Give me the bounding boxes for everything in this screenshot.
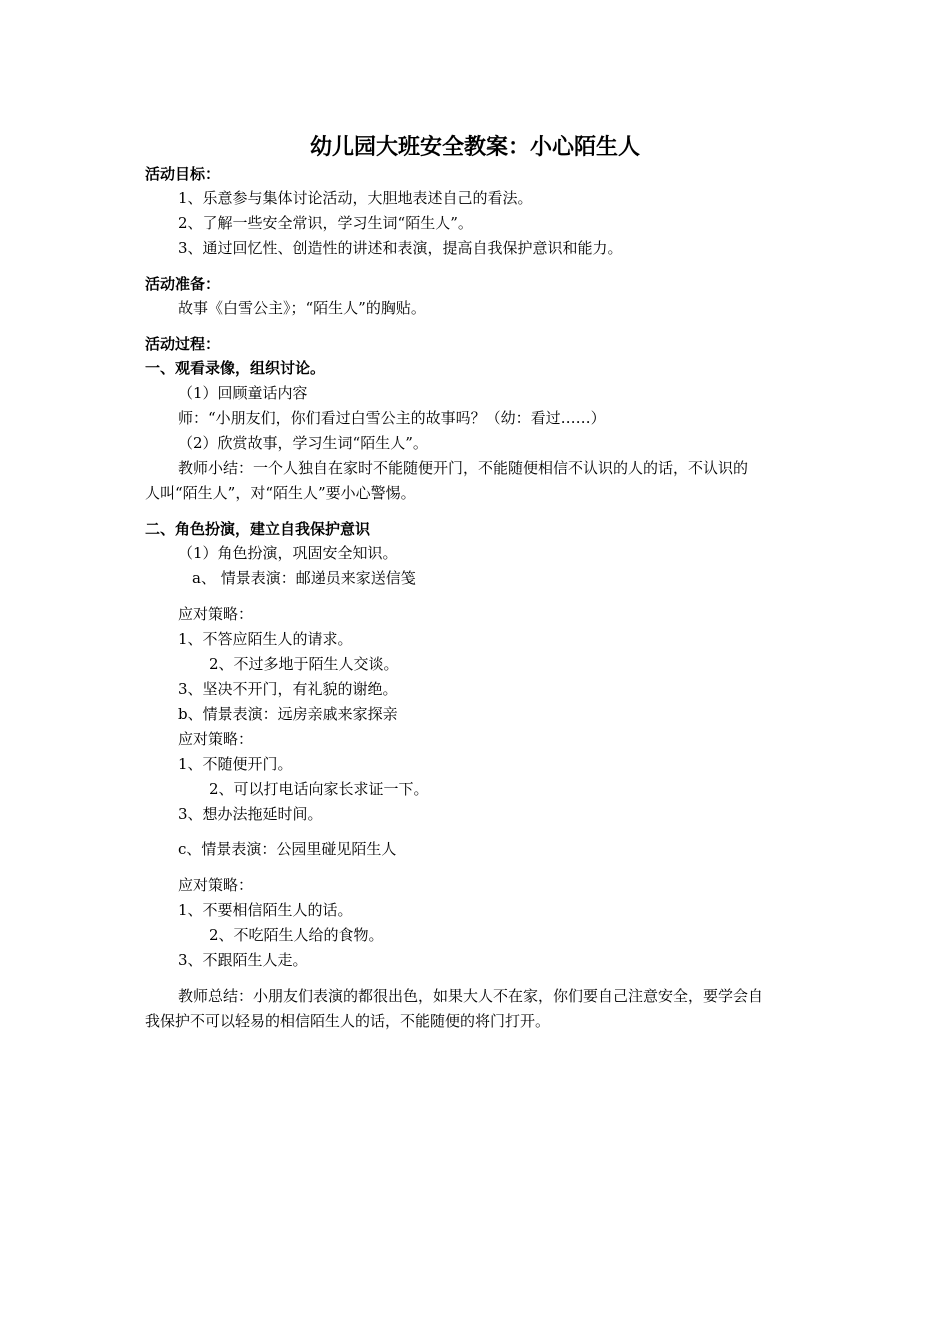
scene-b: b、情景表演：远房亲戚来家探亲 [178, 705, 398, 723]
part1-step2: （2）欣赏故事，学习生词“陌生人”。 [178, 434, 428, 452]
teacher-conclusion: 教师总结：小朋友们表演的都很出色，如果大人不在家，你们要自己注意安全，要学会自 [178, 987, 764, 1005]
part2-heading: 二、角色扮演，建立自我保护意识 [145, 520, 371, 538]
part1-heading: 一、观看录像，组织讨论。 [145, 359, 326, 377]
strategy-item: 2、可以打电话向家长求证一下。 [209, 780, 429, 798]
scene-c: c、情景表演：公园里碰见陌生人 [178, 840, 397, 858]
strategy-item: 1、不答应陌生人的请求。 [178, 630, 353, 648]
strategy-item: 2、不吃陌生人给的食物。 [209, 926, 384, 944]
goal-item: 2、了解一些安全常识，学习生词“陌生人”。 [178, 214, 473, 232]
strategy-label: 应对策略： [178, 876, 254, 894]
teacher-conclusion-cont: 我保护不可以轻易的相信陌生人的话，不能随便的将门打开。 [145, 1012, 551, 1030]
strategy-item: 3、不跟陌生人走。 [178, 951, 308, 969]
strategy-item: 1、不随便开门。 [178, 755, 293, 773]
strategy-item: 1、不要相信陌生人的话。 [178, 901, 353, 919]
part1-step1: （1）回顾童话内容 [178, 384, 308, 402]
goal-item: 1、乐意参与集体讨论活动，大胆地表述自己的看法。 [178, 189, 533, 207]
process-heading: 活动过程： [145, 335, 221, 353]
strategy-item: 3、想办法拖延时间。 [178, 805, 323, 823]
part2-step1: （1）角色扮演，巩固安全知识。 [178, 544, 398, 562]
strategy-label: 应对策略： [178, 730, 254, 748]
goals-heading: 活动目标： [145, 165, 221, 183]
strategy-item: 2、不过多地于陌生人交谈。 [209, 655, 399, 673]
strategy-label: 应对策略： [178, 605, 254, 623]
prep-heading: 活动准备： [145, 275, 221, 293]
scene-a: a、 情景表演：邮递员来家送信笺 [192, 569, 416, 587]
part1-summary: 教师小结：一个人独自在家时不能随便开门，不能随便相信不认识的人的话，不认识的 [178, 459, 749, 477]
part1-dialog: 师：“小朋友们，你们看过白雪公主的故事吗？（幼：看过……） [178, 409, 606, 427]
prep-text: 故事《白雪公主》；“陌生人”的胸贴。 [178, 299, 426, 317]
goal-item: 3、通过回忆性、创造性的讲述和表演，提高自我保护意识和能力。 [178, 239, 623, 257]
page-title: 幼儿园大班安全教案：小心陌生人 [309, 135, 640, 160]
part1-summary-cont: 人叫“陌生人”，对“陌生人”要小心警惕。 [145, 484, 416, 502]
strategy-item: 3、坚决不开门，有礼貌的谢绝。 [178, 680, 398, 698]
